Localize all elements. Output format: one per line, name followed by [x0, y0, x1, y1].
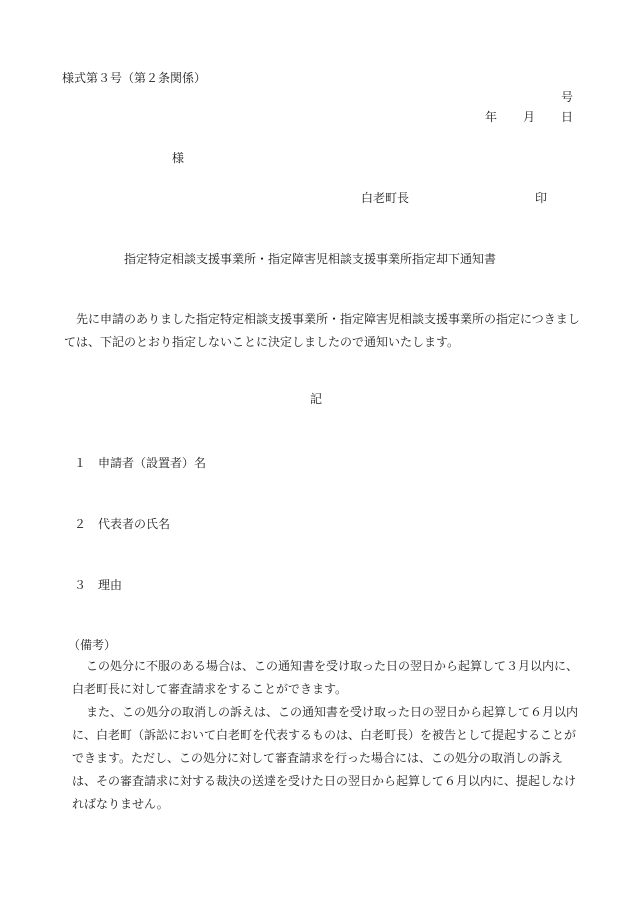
form-label: 様式第３号（第２条関係）	[62, 71, 207, 85]
date-day-label: 日	[561, 110, 574, 124]
ki-label: 記	[310, 392, 323, 406]
item-2-label: 代表者の氏名	[98, 517, 171, 531]
addressee-suffix: 様	[172, 151, 185, 165]
date-year-label: 年	[485, 110, 498, 124]
item-3-label: 理由	[98, 578, 123, 592]
issuer-seal: 印	[535, 191, 548, 205]
item-2-number: ２	[74, 517, 87, 531]
notice-body	[64, 308, 584, 354]
remarks-paragraph-2-text: また、この処分の取消しの訴えは、この通知書を受け取った日の翌日から起算して６月以内に、白老町（訴訟において白老町を代表するものは、白老町長）を被告として提起することができます。ただし、この処分に対して審査請求を行った場合には、この処分の取消しの訴えは、その審査請求に対する裁決の送達を受けた日の翌日から起算して６月以内に、提起しなければなりません。	[72, 705, 579, 811]
item-3-number: ３	[74, 578, 87, 592]
item-1-label: 申請者（設置者）名	[98, 456, 207, 470]
notice-body-text: 先に申請のありました指定特定相談支援事業所・指定障害児相談支援事業所の指定につきましては、下記のとおり指定しないことに決定しましたので通知いたします。	[64, 312, 580, 349]
remarks-paragraph-1-text: この処分に不服のある場合は、この通知書を受け取った日の翌日から起算して３月以内に、白老町長に対して審査請求をすることができます。	[72, 659, 579, 696]
document-title: 指定特定相談支援事業所・指定障害児相談支援事業所指定却下通知書	[124, 252, 497, 266]
document-number-label: 号	[561, 90, 574, 104]
remarks-paragraph-1	[72, 655, 582, 701]
remarks-paragraph-2	[72, 701, 582, 816]
date-month-label: 月	[523, 110, 536, 124]
issuer-title: 白老町長	[361, 191, 410, 205]
item-1-number: １	[74, 456, 87, 470]
remarks-heading: （備考）	[68, 638, 117, 652]
